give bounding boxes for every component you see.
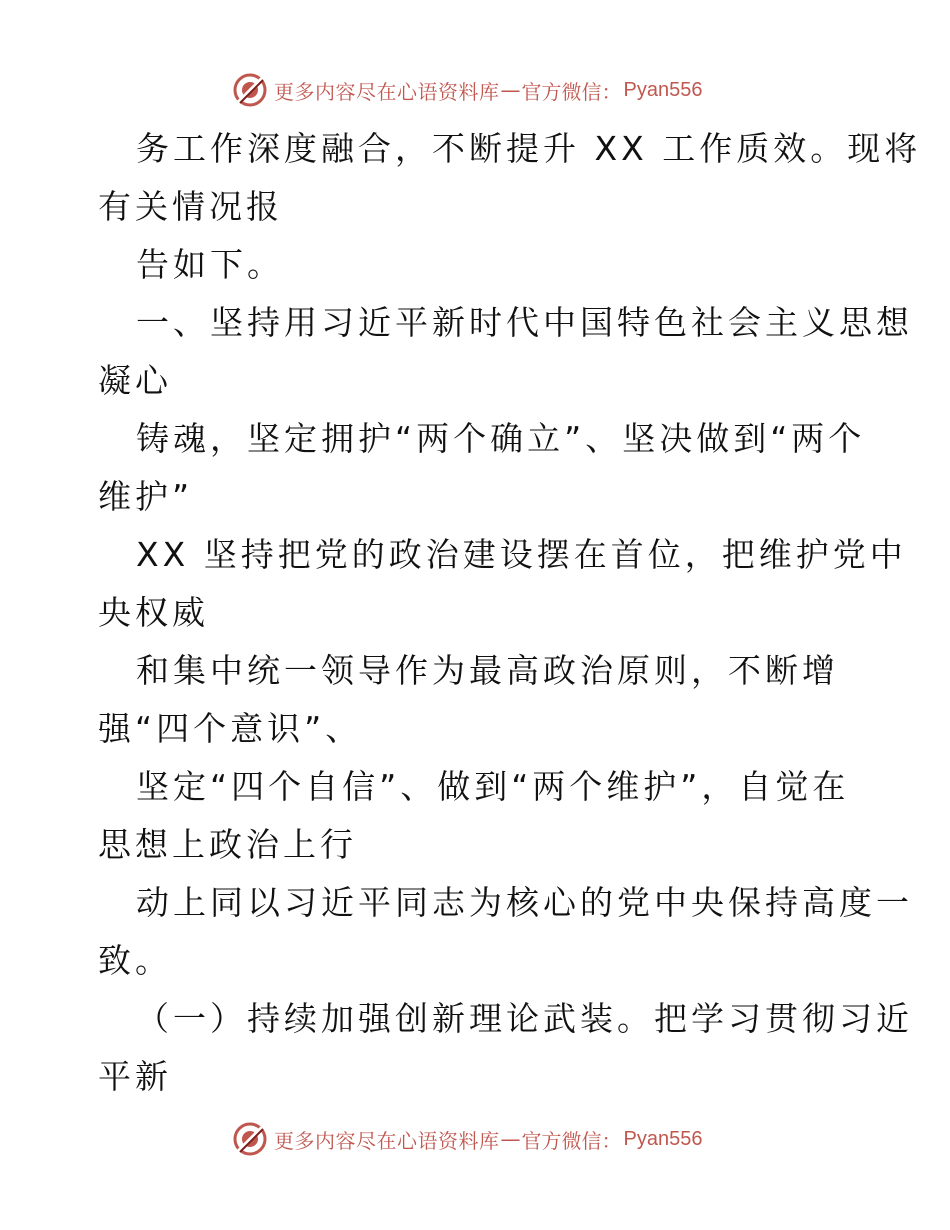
text-line: 和集中统一领导作为最高政治原则，不断增 [136, 651, 839, 690]
text-line: （一）持续加强创新理论武装。把学习贯彻习近 [136, 999, 913, 1038]
banner-dash: — [500, 78, 521, 102]
banner-wechat-id: Pyan556 [623, 78, 703, 101]
document-body [98, 120, 922, 1106]
header-banner [232, 70, 702, 110]
text-line: 告如下。 [136, 245, 284, 284]
banner-wechat-id: Pyan556 [623, 1127, 703, 1150]
text-line: 央权威 [98, 593, 209, 632]
banner-wechat-label: 官方微信： [521, 1128, 622, 1153]
text-line: XX 坚持把党的政治建设摆在首位，把维护党中 [136, 535, 907, 574]
banner-dash: — [500, 1127, 521, 1151]
text-line: 凝心 [98, 361, 172, 400]
text-line: 致。 [98, 941, 172, 980]
banner-text: 更多内容尽在心语资料库 [274, 1128, 500, 1153]
text-line: 一、坚持用习近平新时代中国特色社会主义思想 [136, 303, 913, 342]
text-line: 维护” [98, 477, 194, 516]
text-line: 有关情况报 [98, 187, 283, 226]
banner-text: 更多内容尽在心语资料库 [274, 79, 500, 104]
footer-banner [232, 1119, 702, 1159]
text-line: 强“四个意识”、 [98, 709, 363, 748]
text-line: 思想上政治上行 [98, 825, 357, 864]
text-line: 平新 [98, 1057, 172, 1096]
text-line: 铸魂，坚定拥护“两个确立”、坚决做到“两个 [136, 419, 866, 458]
banner-wechat-label: 官方微信： [521, 79, 622, 104]
text-line: 坚定“四个自信”、做到“两个维护”，自觉在 [136, 767, 850, 806]
text-line: 动上同以习近平同志为核心的党中央保持高度一 [136, 883, 913, 922]
brand-logo-icon [232, 1121, 268, 1157]
brand-logo-icon [232, 72, 268, 108]
text-line: 务工作深度融合，不断提升 XX 工作质效。现将 [136, 129, 922, 168]
